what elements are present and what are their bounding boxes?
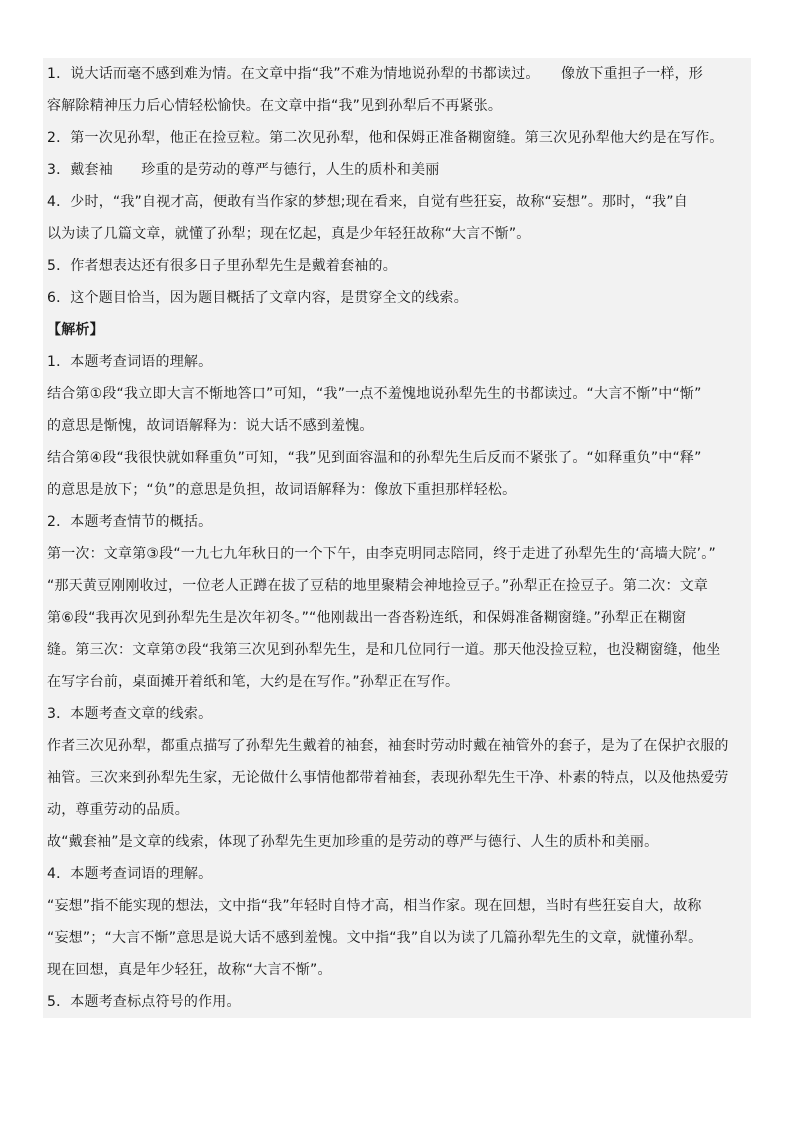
text-line: 现在回想，真是年少轻狂，故称“大言不惭”。	[47, 962, 332, 978]
text-line: 5．本题考查标点符号的作用。	[47, 994, 241, 1010]
text-line: 以为读了几篇文章，就懂了孙犁；现在忆起，真是少年轻狂故称“大言不惭”。	[47, 226, 531, 242]
text-line: 结合第④段“我很快就如释重负”可知，“我”见到面容温和的孙犁先生后反而不紧张了。“如释重负”中“释”	[47, 450, 702, 466]
text-line: 3．本题考查文章的线索。	[47, 706, 213, 722]
text-line: 6．这个题目恰当，因为题目概括了文章内容，是贯穿全文的线索。	[47, 290, 468, 306]
text-line: 3．戴套袖 珍重的是劳动的尊严与德行，人生的质朴和美丽	[47, 162, 440, 178]
text-line: “妄想”指不能实现的想法，文中指“我”年轻时自恃才高，相当作家。现在回想，当时有些狂妄自大，故称	[47, 898, 702, 914]
text-line: 2．本题考查情节的概括。	[47, 514, 213, 530]
text-line: 在写字台前，桌面摊开着纸和笔，大约是在写作。”孙犁正在写作。	[47, 674, 460, 690]
text-line: “妄想”；“大言不惭”意思是说大话不感到羞愧。文中指“我”自以为读了几篇孙犁先生的文章，就懂孙犁。	[47, 930, 703, 946]
text-line: 动，尊重劳动的品质。	[47, 802, 189, 818]
text-line: 第⑥段“我再次见到孙犁先生是次年初冬。”“他刚裁出一沓沓粉连纸，和保姆准备糊窗缝。”孙犁正在糊窗	[47, 610, 687, 626]
text-line: 作者三次见孙犁，都重点描写了孙犁先生戴着的袖套，袖套时劳动时戴在袖管外的套子，是为了在保护衣服的	[47, 738, 729, 754]
text-line: 故“戴套袖”是文章的线索，体现了孙犁先生更加珍重的是劳动的尊严与德行、人生的质朴和美丽。	[47, 834, 659, 850]
text-line: 4．本题考查词语的理解。	[47, 866, 213, 882]
text-line: “那天黄豆刚刚收过，一位老人正蹲在拔了豆秸的地里聚精会神地捡豆子。”孙犁正在捡豆子。第二次：文章	[47, 578, 709, 594]
answer-document	[43, 58, 751, 1018]
text-line: 缝。第三次：文章第⑦段“我第三次见到孙犁先生，是和几位同行一道。那天他没捡豆粒，也没糊窗缝，他坐	[47, 642, 721, 658]
text-line: 第一次：文章第③段“一九七九年秋日的一个下午，由李克明同志陪同，终于走进了孙犁先生的‘高墙大院’。”	[47, 546, 716, 562]
text-line: 1．说大话而毫不感到难为情。在文章中指“我”不难为情地说孙犁的书都读过。 像放下重担子一样，形	[47, 66, 704, 82]
analysis-heading: 【解析】	[47, 322, 104, 338]
text-line: 的意思是放下；“负”的意思是负担，故词语解释为：像放下重担那样轻松。	[47, 482, 517, 498]
text-line: 容解除精神压力后心情轻松愉快。在文章中指“我”见到孙犁后不再紧张。	[47, 98, 503, 114]
text-line: 1．本题考查词语的理解。	[47, 354, 213, 370]
text-line: 4．少时，“我”自视才高，便敢有当作家的梦想;现在看来，自觉有些狂妄，故称“妄想”。那时，“我”自	[47, 194, 688, 210]
text-line: 5．作者想表达还有很多日子里孙犁先生是戴着套袖的。	[47, 258, 397, 274]
text-line: 的意思是惭愧，故词语解释为：说大话不感到羞愧。	[47, 418, 374, 434]
text-line: 2．第一次见孙犁，他正在捡豆粒。第二次见孙犁，他和保姆正准备糊窗缝。第三次见孙犁他大约是在写作。	[47, 130, 724, 146]
text-line: 结合第①段“我立即大言不惭地答口”可知，“我”一点不羞愧地说孙犁先生的书都读过。“大言不惭”中“惭”	[47, 386, 702, 402]
text-line: 袖管。三次来到孙犁先生家，无论做什么事情他都带着袖套，表现孙犁先生干净、朴素的特点，以及他热爱劳	[47, 770, 729, 786]
